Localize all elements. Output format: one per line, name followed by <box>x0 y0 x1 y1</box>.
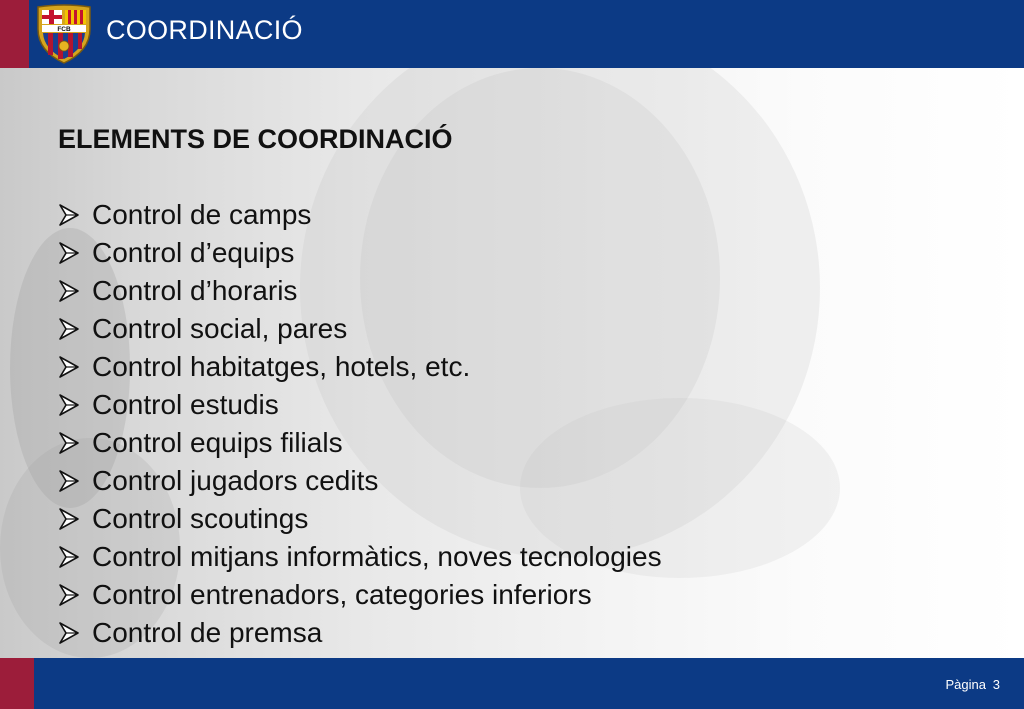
list-item-label: Control d’equips <box>92 237 295 268</box>
footer-red-stripe <box>0 658 34 709</box>
arrow-bullet-icon <box>58 429 92 457</box>
footer-bar <box>0 658 1024 709</box>
list-item <box>58 500 662 538</box>
coordination-list <box>58 196 662 652</box>
fcb-crest-icon <box>34 3 94 65</box>
slide-content <box>0 68 1024 658</box>
arrow-bullet-icon <box>58 277 92 305</box>
list-item-label: Control de premsa <box>92 617 323 648</box>
list-item-label: Control d’horaris <box>92 275 298 306</box>
arrow-bullet-icon <box>58 353 92 381</box>
section-title: ELEMENTS DE COORDINACIÓ <box>58 124 453 154</box>
list-item <box>58 310 662 348</box>
logo-letters: FCB <box>57 26 71 33</box>
arrow-bullet-icon <box>58 505 92 533</box>
list-item-label: Control estudis <box>92 389 279 420</box>
list-item <box>58 462 662 500</box>
list-item-label: Control jugadors cedits <box>92 465 379 496</box>
list-item-label: Control social, pares <box>92 313 348 344</box>
list-item <box>58 348 662 386</box>
arrow-bullet-icon <box>58 239 92 267</box>
list-item-label: Control de camps <box>92 199 312 230</box>
list-item <box>58 614 662 652</box>
list-item <box>58 272 662 310</box>
header-bar <box>0 0 1024 68</box>
list-item <box>58 234 662 272</box>
list-item <box>58 196 662 234</box>
page-label: Pàgina <box>945 677 986 692</box>
arrow-bullet-icon <box>58 315 92 343</box>
list-item-label: Control equips filials <box>92 427 343 458</box>
list-item <box>58 386 662 424</box>
arrow-bullet-icon <box>58 619 92 647</box>
list-item <box>58 538 662 576</box>
arrow-bullet-icon <box>58 581 92 609</box>
arrow-bullet-icon <box>58 543 92 571</box>
header-red-stripe <box>0 0 29 68</box>
arrow-bullet-icon <box>58 391 92 419</box>
page-title: COORDINACIÓ <box>106 15 303 45</box>
list-item-label: Control habitatges, hotels, etc. <box>92 351 471 382</box>
list-item-label: Control entrenadors, categories inferiors <box>92 579 592 610</box>
arrow-bullet-icon <box>58 467 92 495</box>
arrow-bullet-icon <box>58 201 92 229</box>
list-item-label: Control mitjans informàtics, noves tecnologies <box>92 541 662 572</box>
page-number: 3 <box>992 677 1000 692</box>
list-item <box>58 424 662 462</box>
list-item-label: Control scoutings <box>92 503 309 534</box>
list-item <box>58 576 662 614</box>
